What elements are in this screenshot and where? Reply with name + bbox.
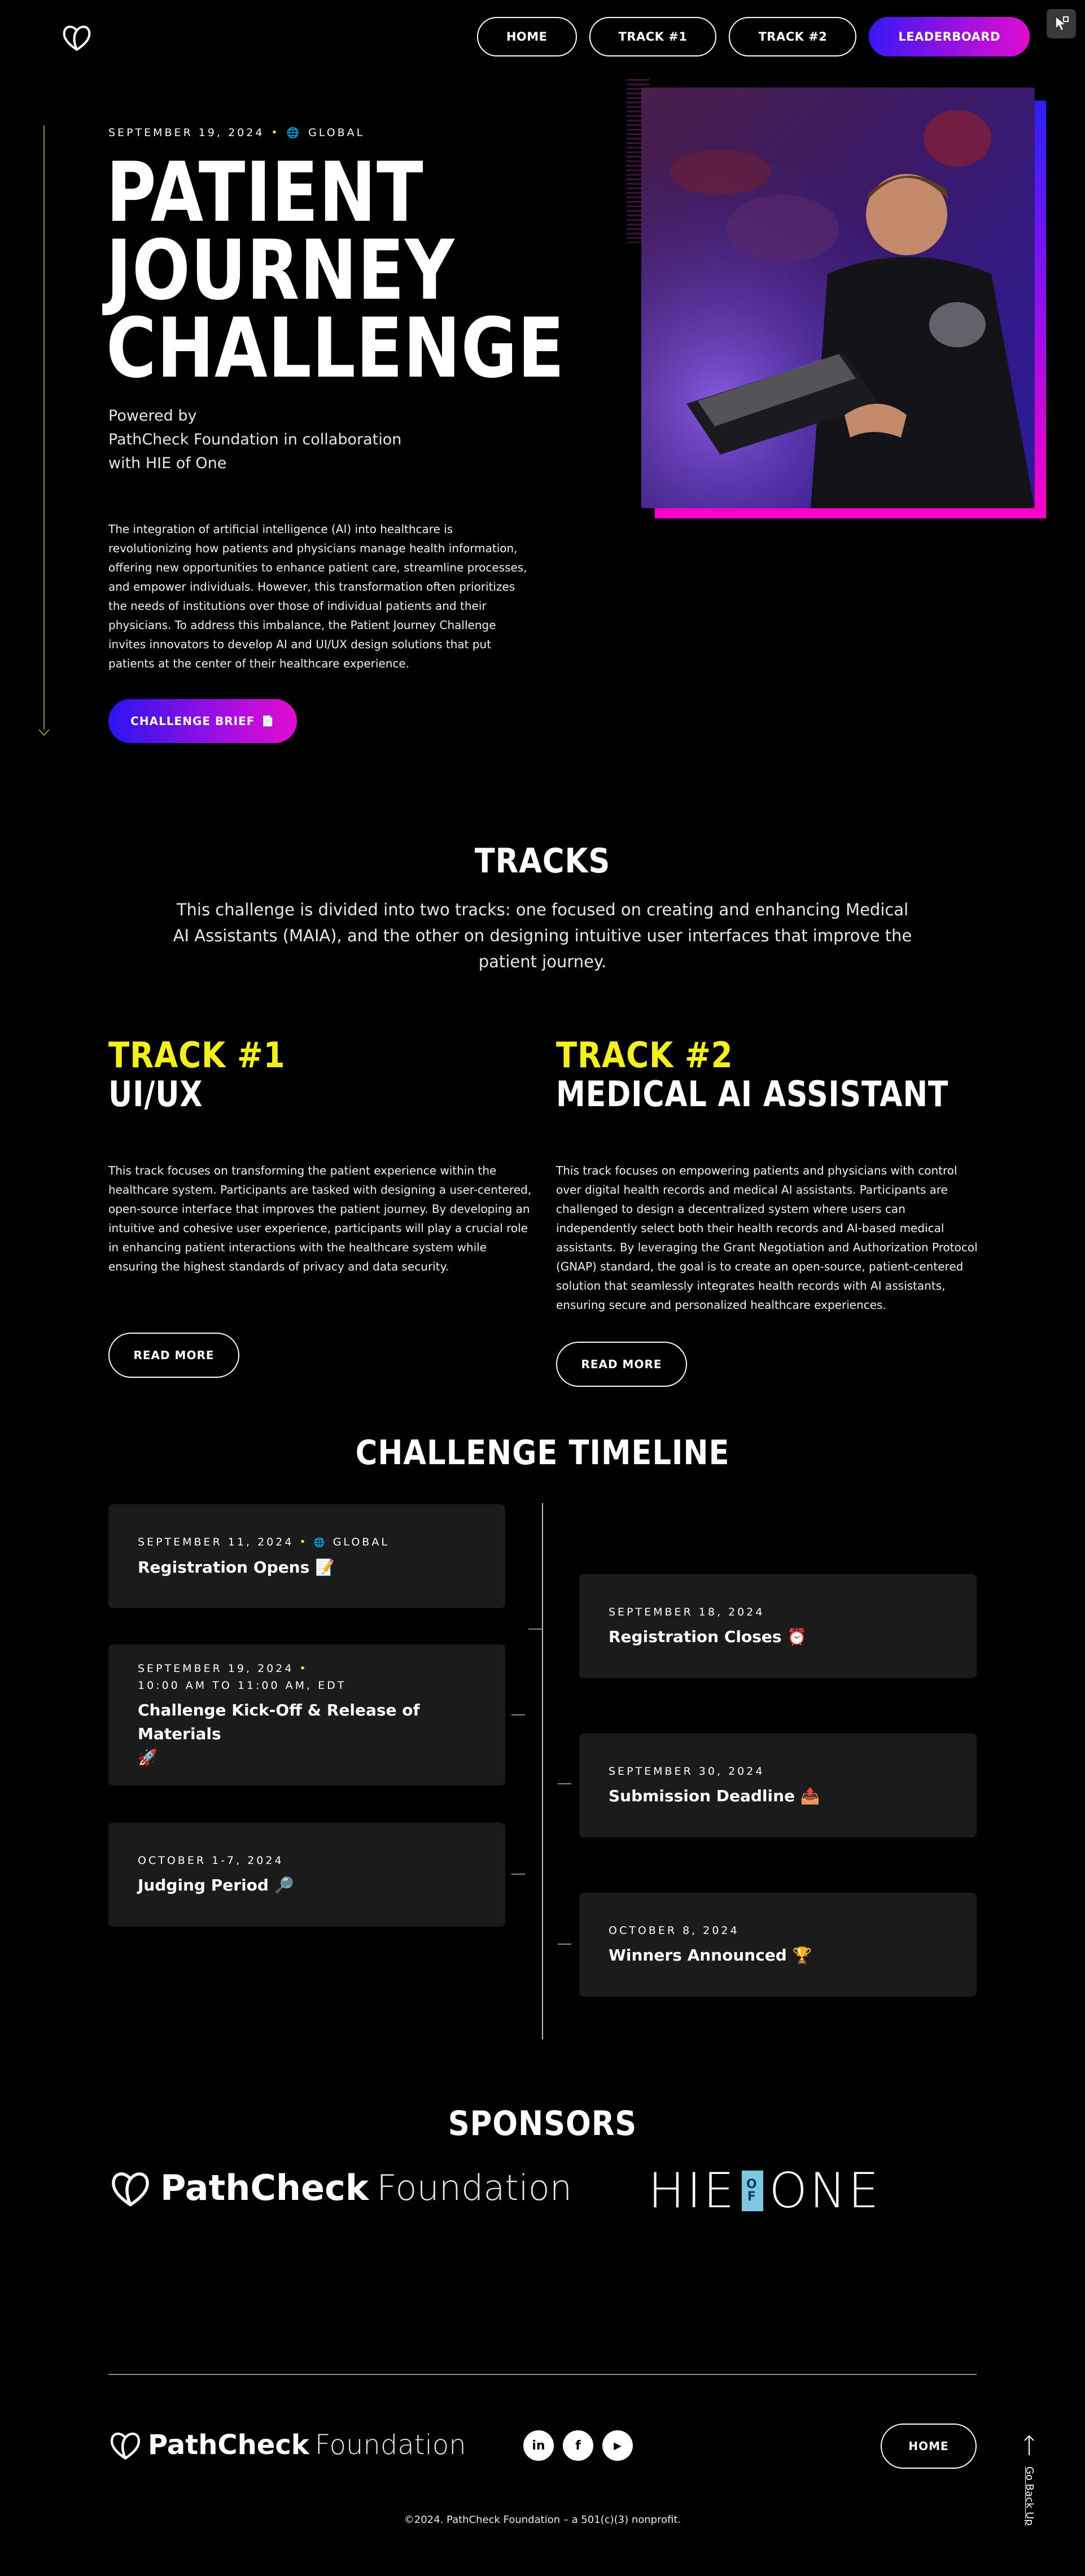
pathcheck-wordmark-light: Foundation [377,2167,572,2208]
timeline-card-kickoff [108,1644,505,1785]
timeline-card-submission-deadline [579,1734,977,1837]
hie-text: HIE [648,2163,737,2219]
track-1-number: TRACK #1 [108,1034,286,1076]
document-icon: 📄 [261,715,275,727]
timeline-event-title [609,1944,947,1967]
powered-line-1: Powered by [108,407,197,425]
timeline-date: SEPTEMBER 30, 2024 [609,1765,765,1778]
facebook-icon[interactable]: f [563,2430,593,2461]
challenge-brief-label: CHALLENGE BRIEF [130,714,255,728]
timeline-date: SEPTEMBER 18, 2024 [609,1606,765,1618]
chevron-down-icon [38,726,50,739]
nav-track2-button[interactable]: TRACK #2 [729,17,856,56]
pathcheck-heart-icon [108,2168,152,2208]
globe-icon: 🌐 [286,126,302,139]
powered-by [108,404,425,475]
track-2-number: TRACK #2 [556,1034,733,1076]
footer-pathcheck-logo[interactable] [108,2429,466,2461]
nav-home-button[interactable]: HOME [477,17,577,56]
track-2-description: This track focuses on empowering patients and physicians with control over digital health records and medical AI assistants. Participants are challenged to design a decentralized system where users can independently select both their health records and AI-based medical assistants. By leveraging the Grant Negotiation and Authorization Protocol (GNAP) standard, the goal is to create an open-source, patient-centered solution that seamlessly integrates health records with AI assistants, ensuring secure and personalized healthcare experiences. [556,1164,978,1312]
pathcheck-logo-icon[interactable] [61,23,93,52]
tracks-subtitle: This challenge is divided into two tracks: one focused on creating and enhancing Medical AI Assistants (MAIA), and the other on designing intuitive user interfaces that improve the patient journey. [173,900,912,971]
footer-divider [108,2374,977,2375]
title-line-1: PATIENT [106,145,424,241]
footer-wordmark-bold: PathCheck [148,2429,309,2461]
footer-wordmark-light: Foundation [314,2429,466,2461]
one-text: ONE [769,2163,881,2219]
sponsors-title: SPONSORS [448,2104,637,2143]
timeline-event-label: Submission Deadline [609,1787,795,1805]
memo-icon: 📝 [315,1557,335,1577]
timeline-tick [511,1714,525,1715]
timeline-event-label: Registration Opens [138,1557,310,1577]
timeline-title: CHALLENGE TIMELINE [355,1433,730,1473]
youtube-icon[interactable]: ▶ [602,2430,633,2461]
timeline-tick [558,1944,571,1945]
track-2-column [556,1034,982,1387]
copyright-text: ©2024. PathCheck Foundation – a 501(c)(3) nonprofit. [404,2514,681,2526]
of-letter-o: O [746,2177,759,2191]
sponsor-pathcheck-logo[interactable] [108,2167,572,2208]
of-letter-f: F [747,2190,758,2204]
separator-dot: • [299,1662,308,1675]
timeline-tick [558,1783,571,1784]
title-line-2: JOURNEY [106,222,455,318]
timeline-event-label: Registration Closes [609,1627,782,1646]
social-links [523,2430,633,2461]
timeline-axis [542,1503,543,2040]
timeline-date: OCTOBER 8, 2024 [609,1924,740,1937]
timeline-event-label: Challenge Kick-Off & Release of Materials [138,1701,420,1743]
nav-track1-button[interactable]: TRACK #1 [589,17,717,56]
track-1-name: UI/UX [108,1073,203,1115]
trophy-icon: 🏆 [792,1946,812,1964]
track-1-read-more-button[interactable]: READ MORE [108,1333,239,1378]
arrow-up-icon [1021,2434,1038,2456]
challenge-brief-button[interactable] [108,699,297,743]
leaderboard-button[interactable]: LEADERBOARD [869,17,1030,56]
go-back-up-label: Go Back Up [1023,2466,1035,2526]
timeline-date: SEPTEMBER 11, 2024 [138,1535,294,1548]
timeline-event-title [138,1699,476,1770]
tracks-title: TRACKS [474,841,611,881]
linkedin-icon[interactable]: in [523,2430,554,2461]
outbox-icon: 📤 [800,1787,820,1805]
timeline-card-winners-announced [579,1893,977,1997]
timeline-time: 10:00 AM TO 11:00 AM, EDT [138,1679,347,1692]
hero-meta [108,126,365,139]
rocket-icon: 🚀 [138,1748,158,1767]
timeline-tick [528,1628,542,1630]
magnifier-icon: 🔎 [274,1876,294,1894]
timeline-location: GLOBAL [333,1535,390,1548]
track-2-name: MEDICAL AI ASSISTANT [556,1073,949,1115]
timeline-event-title [609,1784,947,1808]
separator-dot: • [271,126,280,139]
timeline-card-judging-period [108,1823,505,1927]
timeline-event-label: Winners Announced [609,1946,787,1964]
corner-widget-button[interactable] [1047,9,1076,38]
track-1-column [108,1034,535,1378]
hero-location: GLOBAL [308,126,365,139]
separator-dot: • [299,1535,308,1548]
hero-photo [641,88,1035,508]
timeline-tick [511,1874,525,1875]
timeline-date: SEPTEMBER 19, 2024 [138,1662,294,1675]
of-badge [742,2171,763,2211]
powered-line-2: PathCheck Foundation in collaboration [108,431,402,448]
timeline-card-registration-closes [579,1574,977,1678]
top-navigation [477,17,1030,56]
timeline-event-title [138,1874,476,1897]
globe-icon: 🌐 [313,1536,327,1548]
pathcheck-wordmark-bold: PathCheck [160,2167,369,2208]
hero-scroll-line [43,125,45,730]
title-line-3: CHALLENGE [106,300,565,396]
sponsor-hie-of-one-logo[interactable] [648,2163,881,2219]
powered-line-3: with HIE of One [108,455,227,472]
alarm-clock-icon: ⏰ [787,1627,807,1646]
timeline-event-label: Judging Period [138,1876,269,1894]
cursor-icon [1053,15,1070,32]
timeline-event-title [609,1625,947,1649]
track-1-description: This track focuses on transforming the patient experience within the healthcare system. Participants are tasked with designing a user-centered, open-source interface that improves the patient journey. By developing an intuitive and cohesive user experience, participants will play a crucial role in enhancing patient interactions with the healthcare system while ensuring the highest standards of privacy and data security. [108,1164,532,1273]
timeline-date-line [138,1534,476,1551]
pathcheck-heart-icon [108,2429,142,2461]
timeline-date: OCTOBER 1-7, 2024 [138,1854,284,1867]
timeline-date-line [138,1660,476,1694]
page-title [106,145,565,396]
timeline-card-registration-opens [108,1504,505,1608]
timeline-event-title [138,1556,476,1579]
hero-date: SEPTEMBER 19, 2024 [108,126,265,139]
footer-home-button[interactable]: HOME [881,2424,977,2469]
track-2-read-more-button[interactable]: READ MORE [556,1342,687,1387]
go-back-up-link[interactable] [1021,2434,1038,2535]
hero-description: The integration of artificial intelligence (AI) into healthcare is revolutionizing how patients and physicians manage health information, offering new opportunities to enhance patient care, streamline processes, and empower individuals. However, this transformation often prioritizes the needs of institutions over those of individual patients and their physicians. To address this imbalance, the Patient Journey Challenge invites innovators to develop AI and UI/UX design solutions that put patients at the center of their healthcare experience. [108,522,527,670]
